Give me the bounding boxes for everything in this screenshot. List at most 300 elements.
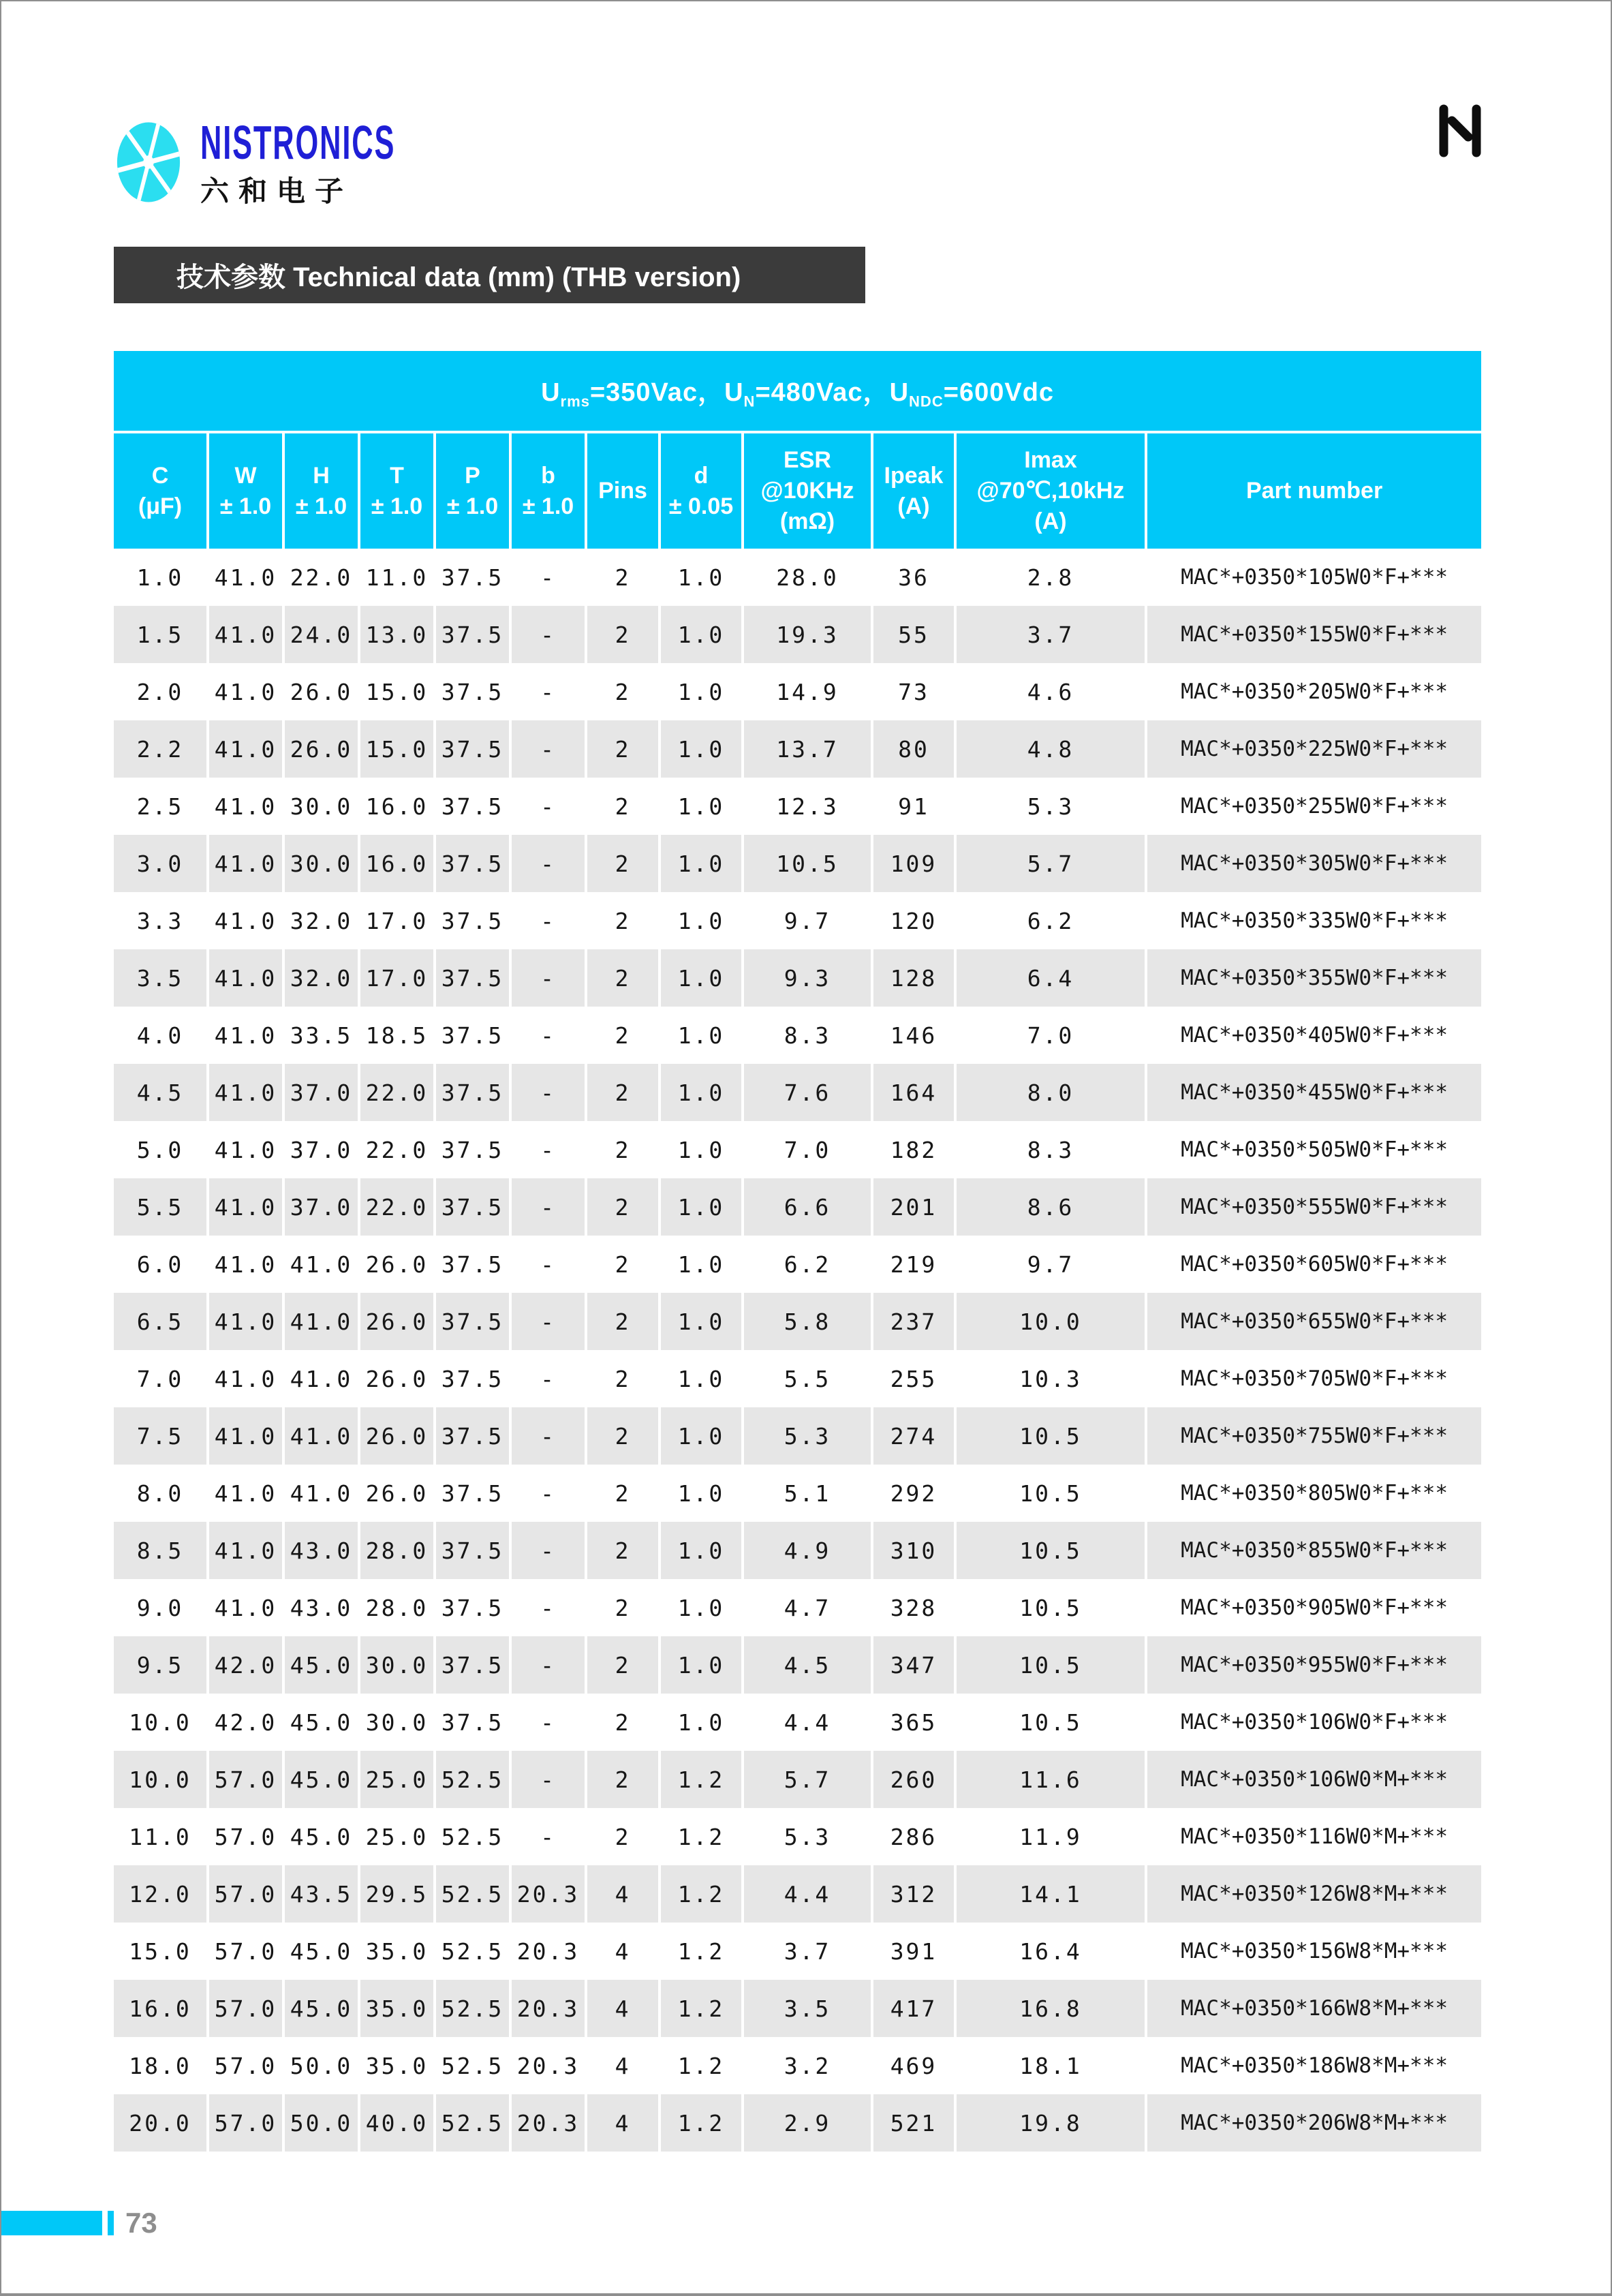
cell-h: 43.0 xyxy=(283,1579,359,1636)
cell-ipeak: 80 xyxy=(872,720,955,778)
cell-c: 9.5 xyxy=(136,1651,184,1679)
cell-t: 30.0 xyxy=(359,1694,435,1751)
cell-part: MAC*+0350*555W0*F+*** xyxy=(1146,1178,1481,1236)
cell-c: 9.0 xyxy=(136,1594,184,1621)
table-row xyxy=(114,1465,1481,1522)
table-row xyxy=(114,892,1481,949)
table-row xyxy=(114,1178,1481,1236)
section-title-bar xyxy=(114,247,865,303)
cell-pins: 2 xyxy=(586,663,660,720)
section-title: 技术参数 Technical data (mm) (THB version) xyxy=(176,262,741,292)
cell-ipeak: 469 xyxy=(872,2037,955,2094)
voltage-conditions xyxy=(114,351,1481,432)
cell-w: 57.0 xyxy=(208,1751,283,1808)
cell-h: 41.0 xyxy=(283,1407,359,1465)
cell-w: 57.0 xyxy=(208,2094,283,2152)
cell-t: 16.0 xyxy=(359,778,435,835)
cell-w: 57.0 xyxy=(208,1865,283,1923)
cell-esr: 4.4 xyxy=(743,1865,872,1923)
col-header-ipeak: Ipeak (A) xyxy=(872,432,955,549)
cell-h: 45.0 xyxy=(283,1636,359,1694)
cell-imax: 10.5 xyxy=(955,1579,1146,1636)
cell-esr: 5.8 xyxy=(743,1293,872,1350)
n-monogram-icon xyxy=(1432,102,1488,159)
cell-h: 41.0 xyxy=(283,1236,359,1293)
cell-t: 26.0 xyxy=(359,1350,435,1407)
cell-t: 26.0 xyxy=(359,1293,435,1350)
cell-c: 5.0 xyxy=(136,1136,184,1163)
cell-esr: 3.2 xyxy=(743,2037,872,2094)
cell-d: 1.0 xyxy=(660,1407,743,1465)
cell-c: 4.0 xyxy=(136,1022,184,1049)
cell-ipeak: 109 xyxy=(872,835,955,892)
cell-part: MAC*+0350*116W0*M+*** xyxy=(1146,1808,1481,1865)
footer-accent-bar xyxy=(1,2211,102,2235)
cell-h: 37.0 xyxy=(283,1121,359,1178)
cell-d: 1.2 xyxy=(660,1923,743,1980)
cell-h: 45.0 xyxy=(283,1808,359,1865)
cell-p: 37.5 xyxy=(435,1178,510,1236)
cell-d: 1.0 xyxy=(660,1178,743,1236)
cell-pins: 2 xyxy=(586,835,660,892)
cell-w: 41.0 xyxy=(208,1064,283,1121)
cell-c: 8.0 xyxy=(136,1480,184,1507)
cell-t: 17.0 xyxy=(359,892,435,949)
cell-esr: 5.1 xyxy=(743,1465,872,1522)
cell-t: 13.0 xyxy=(359,606,435,663)
cell-pins: 2 xyxy=(586,720,660,778)
cell-pins: 2 xyxy=(586,549,660,606)
cell-part: MAC*+0350*355W0*F+*** xyxy=(1146,949,1481,1007)
cell-ipeak: 55 xyxy=(872,606,955,663)
cell-b: - xyxy=(510,1064,586,1121)
cell-part: MAC*+0350*225W0*F+*** xyxy=(1146,720,1481,778)
cell-w: 41.0 xyxy=(208,549,283,606)
cell-part: MAC*+0350*855W0*F+*** xyxy=(1146,1522,1481,1579)
cell-b: - xyxy=(510,1808,586,1865)
cell-w: 57.0 xyxy=(208,1980,283,2037)
cell-pins: 2 xyxy=(586,1293,660,1350)
cell-d: 1.0 xyxy=(660,1236,743,1293)
cell-imax: 8.6 xyxy=(955,1178,1146,1236)
cell-t: 26.0 xyxy=(359,1465,435,1522)
cell-t: 22.0 xyxy=(359,1121,435,1178)
cell-part: MAC*+0350*455W0*F+*** xyxy=(1146,1064,1481,1121)
cell-d: 1.0 xyxy=(660,549,743,606)
cell-h: 45.0 xyxy=(283,1923,359,1980)
cell-pins: 2 xyxy=(586,1064,660,1121)
cell-t: 11.0 xyxy=(359,549,435,606)
cell-c: 7.0 xyxy=(136,1365,184,1392)
cell-b: - xyxy=(510,1579,586,1636)
cell-part: MAC*+0350*106W0*F+*** xyxy=(1146,1694,1481,1751)
cell-pins: 4 xyxy=(586,2094,660,2152)
cell-c: 7.5 xyxy=(136,1422,184,1450)
cell-h: 24.0 xyxy=(283,606,359,663)
cell-part: MAC*+0350*335W0*F+*** xyxy=(1146,892,1481,949)
cell-esr: 5.7 xyxy=(743,1751,872,1808)
col-header-imax: Imax @70℃,10kHz (A) xyxy=(955,432,1146,549)
cell-d: 1.0 xyxy=(660,720,743,778)
cell-imax: 10.5 xyxy=(955,1694,1146,1751)
cell-p: 37.5 xyxy=(435,1293,510,1350)
cell-h: 43.5 xyxy=(283,1865,359,1923)
cell-p: 37.5 xyxy=(435,1407,510,1465)
table-row xyxy=(114,1522,1481,1579)
cell-ipeak: 146 xyxy=(872,1007,955,1064)
table-row xyxy=(114,2094,1481,2152)
cell-w: 41.0 xyxy=(208,1293,283,1350)
col-header-c: C (μF) xyxy=(114,432,208,549)
cell-pins: 2 xyxy=(586,778,660,835)
cell-imax: 4.6 xyxy=(955,663,1146,720)
cell-ipeak: 347 xyxy=(872,1636,955,1694)
col-header-d: d ± 0.05 xyxy=(660,432,743,549)
cell-d: 1.2 xyxy=(660,1751,743,1808)
cell-h: 45.0 xyxy=(283,1694,359,1751)
cell-ipeak: 128 xyxy=(872,949,955,1007)
cell-h: 37.0 xyxy=(283,1178,359,1236)
cell-part: MAC*+0350*405W0*F+*** xyxy=(1146,1007,1481,1064)
cell-h: 32.0 xyxy=(283,949,359,1007)
brand-name-cn: 六和电子 xyxy=(200,175,354,207)
cell-imax: 10.5 xyxy=(955,1636,1146,1694)
cell-d: 1.2 xyxy=(660,1808,743,1865)
col-header-pins: Pins xyxy=(586,432,660,549)
cell-t: 28.0 xyxy=(359,1579,435,1636)
cell-pins: 2 xyxy=(586,1522,660,1579)
col-header-esr: ESR @10KHz (mΩ) xyxy=(743,432,872,549)
cell-h: 26.0 xyxy=(283,720,359,778)
cell-c: 2.5 xyxy=(136,793,184,820)
cell-p: 37.5 xyxy=(435,720,510,778)
cell-b: - xyxy=(510,1694,586,1751)
cell-imax: 16.8 xyxy=(955,1980,1146,2037)
cell-h: 43.0 xyxy=(283,1522,359,1579)
cell-t: 16.0 xyxy=(359,835,435,892)
cell-p: 52.5 xyxy=(435,1751,510,1808)
cell-d: 1.0 xyxy=(660,892,743,949)
cell-h: 22.0 xyxy=(283,549,359,606)
table-row xyxy=(114,835,1481,892)
cell-b: - xyxy=(510,1636,586,1694)
cell-imax: 14.1 xyxy=(955,1865,1146,1923)
col-header-part: Part number xyxy=(1146,432,1481,549)
cell-imax: 16.4 xyxy=(955,1923,1146,1980)
cell-part: MAC*+0350*155W0*F+*** xyxy=(1146,606,1481,663)
cell-part: MAC*+0350*205W0*F+*** xyxy=(1146,663,1481,720)
cell-p: 37.5 xyxy=(435,949,510,1007)
cell-p: 37.5 xyxy=(435,1121,510,1178)
technical-data-table xyxy=(114,351,1481,2152)
cell-imax: 8.3 xyxy=(955,1121,1146,1178)
condition-text: =480Vac，U xyxy=(755,378,910,408)
cell-pins: 2 xyxy=(586,606,660,663)
cell-h: 30.0 xyxy=(283,778,359,835)
cell-imax: 3.7 xyxy=(955,606,1146,663)
cell-w: 41.0 xyxy=(208,1350,283,1407)
cell-b: - xyxy=(510,1407,586,1465)
cell-w: 41.0 xyxy=(208,606,283,663)
condition-subscript: N xyxy=(743,393,756,410)
cell-imax: 6.4 xyxy=(955,949,1146,1007)
cell-t: 35.0 xyxy=(359,2037,435,2094)
cell-d: 1.0 xyxy=(660,1121,743,1178)
cell-b: 20.3 xyxy=(510,2037,586,2094)
cell-pins: 2 xyxy=(586,1636,660,1694)
cell-d: 1.0 xyxy=(660,1465,743,1522)
cell-t: 30.0 xyxy=(359,1636,435,1694)
cell-ipeak: 182 xyxy=(872,1121,955,1178)
cell-t: 17.0 xyxy=(359,949,435,1007)
cell-pins: 2 xyxy=(586,1579,660,1636)
cell-t: 15.0 xyxy=(359,663,435,720)
cell-part: MAC*+0350*105W0*F+*** xyxy=(1146,549,1481,606)
cell-p: 37.5 xyxy=(435,1636,510,1694)
cell-c: 12.0 xyxy=(129,1880,191,1908)
cell-ipeak: 286 xyxy=(872,1808,955,1865)
voltage-conditions-row xyxy=(114,351,1481,432)
col-header-w: W ± 1.0 xyxy=(208,432,283,549)
cell-b: 20.3 xyxy=(510,1980,586,2037)
cell-p: 37.5 xyxy=(435,835,510,892)
cell-t: 40.0 xyxy=(359,2094,435,2152)
cell-d: 1.2 xyxy=(660,2037,743,2094)
cell-w: 41.0 xyxy=(208,1407,283,1465)
cell-pins: 4 xyxy=(586,2037,660,2094)
cell-esr: 3.5 xyxy=(743,1980,872,2037)
cell-esr: 2.9 xyxy=(743,2094,872,2152)
cell-h: 41.0 xyxy=(283,1465,359,1522)
cell-h: 41.0 xyxy=(283,1293,359,1350)
column-header-row xyxy=(114,432,1481,549)
cell-ipeak: 201 xyxy=(872,1178,955,1236)
cell-h: 32.0 xyxy=(283,892,359,949)
cell-w: 41.0 xyxy=(208,1465,283,1522)
cell-imax: 18.1 xyxy=(955,2037,1146,2094)
cell-ipeak: 365 xyxy=(872,1694,955,1751)
cell-ipeak: 417 xyxy=(872,1980,955,2037)
cell-p: 52.5 xyxy=(435,1923,510,1980)
cell-esr: 12.3 xyxy=(743,778,872,835)
cell-imax: 10.5 xyxy=(955,1465,1146,1522)
cell-t: 18.5 xyxy=(359,1007,435,1064)
cell-t: 22.0 xyxy=(359,1064,435,1121)
table-row xyxy=(114,949,1481,1007)
cell-part: MAC*+0350*106W0*M+*** xyxy=(1146,1751,1481,1808)
cell-t: 26.0 xyxy=(359,1236,435,1293)
cell-esr: 4.7 xyxy=(743,1579,872,1636)
cell-d: 1.2 xyxy=(660,1980,743,2037)
table-row xyxy=(114,720,1481,778)
cell-ipeak: 391 xyxy=(872,1923,955,1980)
cell-pins: 2 xyxy=(586,892,660,949)
cell-d: 1.0 xyxy=(660,1636,743,1694)
cell-part: MAC*+0350*805W0*F+*** xyxy=(1146,1465,1481,1522)
footer-accent-tick xyxy=(108,2211,114,2235)
cell-b: 20.3 xyxy=(510,2094,586,2152)
cell-part: MAC*+0350*156W8*M+*** xyxy=(1146,1923,1481,1980)
cell-pins: 2 xyxy=(586,1465,660,1522)
cell-w: 41.0 xyxy=(208,835,283,892)
cell-pins: 2 xyxy=(586,1007,660,1064)
cell-h: 37.0 xyxy=(283,1064,359,1121)
aperture-shutter-icon xyxy=(116,121,181,204)
cell-d: 1.0 xyxy=(660,1579,743,1636)
cell-esr: 4.5 xyxy=(743,1636,872,1694)
cell-imax: 4.8 xyxy=(955,720,1146,778)
cell-p: 37.5 xyxy=(435,1350,510,1407)
cell-p: 37.5 xyxy=(435,549,510,606)
cell-ipeak: 120 xyxy=(872,892,955,949)
cell-b: 20.3 xyxy=(510,1865,586,1923)
cell-esr: 13.7 xyxy=(743,720,872,778)
cell-ipeak: 521 xyxy=(872,2094,955,2152)
cell-p: 52.5 xyxy=(435,1808,510,1865)
cell-d: 1.2 xyxy=(660,1865,743,1923)
cell-c: 18.0 xyxy=(129,2052,191,2079)
cell-pins: 2 xyxy=(586,1178,660,1236)
cell-h: 45.0 xyxy=(283,1751,359,1808)
cell-p: 52.5 xyxy=(435,1980,510,2037)
table-row xyxy=(114,549,1481,606)
table-row xyxy=(114,2037,1481,2094)
cell-p: 37.5 xyxy=(435,1522,510,1579)
cell-d: 1.0 xyxy=(660,1350,743,1407)
cell-t: 26.0 xyxy=(359,1407,435,1465)
cell-t: 35.0 xyxy=(359,1923,435,1980)
cell-d: 1.0 xyxy=(660,663,743,720)
col-header-t: T ± 1.0 xyxy=(359,432,435,549)
brand-text xyxy=(200,116,515,207)
cell-b: - xyxy=(510,663,586,720)
cell-imax: 5.7 xyxy=(955,835,1146,892)
condition-text: =600Vdc xyxy=(943,378,1055,408)
cell-esr: 3.7 xyxy=(743,1923,872,1980)
cell-c: 10.0 xyxy=(129,1766,191,1793)
cell-c: 2.2 xyxy=(136,735,184,763)
cell-t: 22.0 xyxy=(359,1178,435,1236)
cell-esr: 5.5 xyxy=(743,1350,872,1407)
cell-b: - xyxy=(510,1007,586,1064)
cell-imax: 11.6 xyxy=(955,1751,1146,1808)
cell-w: 41.0 xyxy=(208,778,283,835)
cell-c: 16.0 xyxy=(129,1995,191,2022)
cell-w: 41.0 xyxy=(208,1121,283,1178)
cell-w: 41.0 xyxy=(208,1522,283,1579)
cell-pins: 2 xyxy=(586,1751,660,1808)
cell-h: 26.0 xyxy=(283,663,359,720)
cell-b: - xyxy=(510,949,586,1007)
cell-p: 37.5 xyxy=(435,1465,510,1522)
cell-h: 45.0 xyxy=(283,1980,359,2037)
table-row xyxy=(114,1407,1481,1465)
cell-h: 50.0 xyxy=(283,2094,359,2152)
cell-ipeak: 274 xyxy=(872,1407,955,1465)
cell-w: 41.0 xyxy=(208,1007,283,1064)
table-row xyxy=(114,606,1481,663)
cell-ipeak: 310 xyxy=(872,1522,955,1579)
cell-ipeak: 292 xyxy=(872,1465,955,1522)
cell-c: 2.0 xyxy=(136,678,184,705)
cell-ipeak: 164 xyxy=(872,1064,955,1121)
table-row xyxy=(114,1923,1481,1980)
condition-text: U xyxy=(541,378,561,408)
cell-esr: 7.6 xyxy=(743,1064,872,1121)
cell-b: - xyxy=(510,606,586,663)
cell-p: 37.5 xyxy=(435,663,510,720)
cell-imax: 5.3 xyxy=(955,778,1146,835)
cell-part: MAC*+0350*505W0*F+*** xyxy=(1146,1121,1481,1178)
condition-subscript: rms xyxy=(560,393,590,410)
cell-d: 1.0 xyxy=(660,1007,743,1064)
cell-b: - xyxy=(510,549,586,606)
cell-c: 10.0 xyxy=(129,1709,191,1736)
cell-w: 42.0 xyxy=(208,1694,283,1751)
cell-ipeak: 260 xyxy=(872,1751,955,1808)
table-row xyxy=(114,1865,1481,1923)
cell-esr: 9.3 xyxy=(743,949,872,1007)
table-row xyxy=(114,1350,1481,1407)
cell-p: 37.5 xyxy=(435,778,510,835)
cell-d: 1.0 xyxy=(660,835,743,892)
cell-p: 37.5 xyxy=(435,1064,510,1121)
cell-t: 29.5 xyxy=(359,1865,435,1923)
cell-p: 52.5 xyxy=(435,2094,510,2152)
cell-c: 15.0 xyxy=(129,1938,191,1965)
cell-imax: 10.3 xyxy=(955,1350,1146,1407)
cell-w: 57.0 xyxy=(208,2037,283,2094)
cell-imax: 10.0 xyxy=(955,1293,1146,1350)
table-row xyxy=(114,1064,1481,1121)
cell-c: 8.5 xyxy=(136,1537,184,1564)
cell-ipeak: 73 xyxy=(872,663,955,720)
cell-esr: 19.3 xyxy=(743,606,872,663)
cell-w: 41.0 xyxy=(208,949,283,1007)
brand-name-en: NISTRONICS xyxy=(200,116,396,169)
cell-ipeak: 219 xyxy=(872,1236,955,1293)
cell-imax: 19.8 xyxy=(955,2094,1146,2152)
cell-c: 4.5 xyxy=(136,1079,184,1106)
cell-d: 1.2 xyxy=(660,2094,743,2152)
cell-b: - xyxy=(510,778,586,835)
table-row xyxy=(114,1121,1481,1178)
cell-b: - xyxy=(510,1465,586,1522)
cell-part: MAC*+0350*206W8*M+*** xyxy=(1146,2094,1481,2152)
cell-part: MAC*+0350*255W0*F+*** xyxy=(1146,778,1481,835)
cell-esr: 4.4 xyxy=(743,1694,872,1751)
cell-imax: 6.2 xyxy=(955,892,1146,949)
condition-subscript: NDC xyxy=(909,393,944,410)
cell-p: 52.5 xyxy=(435,1865,510,1923)
cell-c: 3.0 xyxy=(136,850,184,877)
cell-w: 41.0 xyxy=(208,663,283,720)
cell-p: 37.5 xyxy=(435,892,510,949)
cell-ipeak: 328 xyxy=(872,1579,955,1636)
cell-part: MAC*+0350*166W8*M+*** xyxy=(1146,1980,1481,2037)
cell-pins: 4 xyxy=(586,1865,660,1923)
cell-esr: 14.9 xyxy=(743,663,872,720)
table-row xyxy=(114,1636,1481,1694)
col-header-h: H ± 1.0 xyxy=(283,432,359,549)
cell-part: MAC*+0350*305W0*F+*** xyxy=(1146,835,1481,892)
cell-esr: 4.9 xyxy=(743,1522,872,1579)
cell-part: MAC*+0350*905W0*F+*** xyxy=(1146,1579,1481,1636)
brand-logo xyxy=(116,116,515,207)
table-row xyxy=(114,778,1481,835)
table-row xyxy=(114,1751,1481,1808)
cell-imax: 8.0 xyxy=(955,1064,1146,1121)
